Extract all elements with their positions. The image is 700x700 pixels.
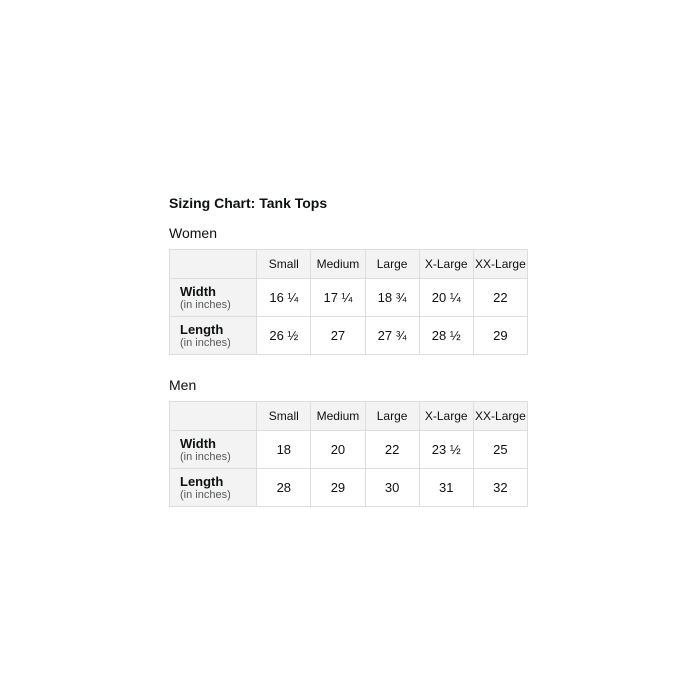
row-sublabel: (in inches) — [180, 298, 231, 311]
row-header-length — [170, 469, 257, 507]
column-header-medium: Medium — [311, 250, 365, 279]
women-width-row — [170, 279, 528, 317]
women-header-row — [170, 250, 528, 279]
size-value-cell: 17 ¼ — [311, 279, 365, 317]
column-header-xxlarge: XX-Large — [473, 250, 527, 279]
size-value-cell: 25 — [473, 431, 527, 469]
men-header-row — [170, 402, 528, 431]
men-length-row — [170, 469, 528, 507]
size-value-cell: 26 ½ — [257, 317, 311, 355]
size-value-cell: 22 — [473, 279, 527, 317]
row-sublabel: (in inches) — [180, 488, 231, 501]
section-label-men: Men — [169, 377, 197, 393]
row-sublabel: (in inches) — [180, 450, 231, 463]
column-header-xlarge: X-Large — [419, 250, 473, 279]
size-value-cell: 32 — [473, 469, 527, 507]
row-header-width — [170, 431, 257, 469]
size-value-cell: 16 ¼ — [257, 279, 311, 317]
women-length-row — [170, 317, 528, 355]
row-label: Length — [180, 473, 224, 489]
size-value-cell: 31 — [419, 469, 473, 507]
column-header-medium: Medium — [311, 402, 365, 431]
column-header-large: Large — [365, 402, 419, 431]
size-value-cell: 27 ¾ — [365, 317, 419, 355]
corner-cell — [170, 402, 257, 431]
size-value-cell: 28 — [257, 469, 311, 507]
size-value-cell: 18 — [257, 431, 311, 469]
size-value-cell: 27 — [311, 317, 365, 355]
column-header-small: Small — [257, 402, 311, 431]
sizing-chart-content — [169, 195, 531, 507]
row-label: Width — [180, 283, 216, 299]
men-size-table — [169, 401, 528, 507]
row-header-width — [170, 279, 257, 317]
column-header-large: Large — [365, 250, 419, 279]
size-value-cell: 20 ¼ — [419, 279, 473, 317]
column-header-xlarge: X-Large — [419, 402, 473, 431]
corner-cell — [170, 250, 257, 279]
row-label: Length — [180, 321, 224, 337]
section-men — [169, 378, 531, 507]
men-width-row — [170, 431, 528, 469]
women-size-table — [169, 249, 528, 355]
row-header-length — [170, 317, 257, 355]
row-label: Width — [180, 435, 216, 451]
size-value-cell: 23 ½ — [419, 431, 473, 469]
page-title: Sizing Chart: Tank Tops — [169, 195, 328, 211]
section-label-women: Women — [169, 225, 217, 241]
size-value-cell: 30 — [365, 469, 419, 507]
column-header-small: Small — [257, 250, 311, 279]
section-women — [169, 226, 531, 355]
row-sublabel: (in inches) — [180, 336, 231, 349]
size-value-cell: 29 — [311, 469, 365, 507]
size-value-cell: 18 ¾ — [365, 279, 419, 317]
column-header-xxlarge: XX-Large — [473, 402, 527, 431]
size-value-cell: 20 — [311, 431, 365, 469]
size-value-cell: 28 ½ — [419, 317, 473, 355]
size-value-cell: 22 — [365, 431, 419, 469]
size-value-cell: 29 — [473, 317, 527, 355]
